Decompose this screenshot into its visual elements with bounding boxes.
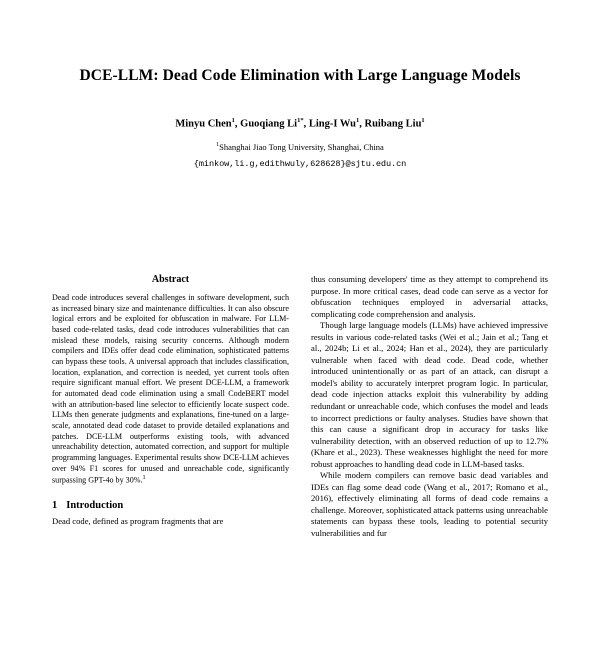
page-title: DCE-LLM: Dead Code Elimination with Large Language Models bbox=[79, 67, 521, 84]
author-ling-i-wu: Ling-I Wu bbox=[308, 118, 356, 130]
affiliation-sup: 1 bbox=[216, 141, 220, 148]
affiliation bbox=[40, 141, 560, 153]
author-list: Minyu Chen$^1$, Guoqiang $Li^{1*}$, Ling-I Wu$^1$, Ruibang Liu$^1$ bbox=[175, 117, 425, 130]
abstract-heading: Abstract bbox=[151, 274, 190, 285]
two-column-body bbox=[52, 274, 548, 540]
author-sup-2: 1* bbox=[297, 117, 304, 125]
right-column bbox=[311, 274, 548, 540]
introduction-first-line: Dead code, defined as program fragments that are bbox=[52, 515, 224, 526]
author-ruibang-liu: Ruibang Liu bbox=[364, 118, 422, 130]
right-paragraph-2: Though large language models (LLMs) have achieved impressive results in various code-related tasks (Wei et al.; Jain et al.; Tang et al., 2024b; Li et al., 2024; Han et al., 2024), they are particularly vulnerable when faced with dead code. Dead code, whether introduced unintentionally or as part of an attack, can disrupt a model's ability to accurately interpret program logic. In particular, dead code injection attacks exploit this vulnerability by adding redundant or unreachable code, which confuses the model and leads to incorrect predictions or faulty analyses. Studies have shown that this can cause a significant drop in accuracy for tasks like vulnerability detection, with an observed reduction of up to 12.7% (Khare et al., 2023). These weaknesses highlight the need for more robust approaches to handling dead code in LLM-based tasks. bbox=[311, 320, 548, 469]
right-paragraph-3: While modern compilers can remove basic dead variables and IDEs can flag some dead code (Wang et al., 2017; Romano et al., 2016), effectively eliminating all forms of dead code remains a challenge. Moreover, sophisticated attack patterns using unreachable statements can bypass these tools, leading to potential security vulnerabilities and fur bbox=[311, 470, 548, 539]
abstract-text bbox=[52, 293, 289, 487]
author-emails: {minkow,li.g,edithwuly,628628}@sjtu.edu.cn bbox=[193, 158, 407, 169]
right-paragraph-1: thus consuming developers' time as they attempt to comprehend its purpose. In more critical cases, dead code can serve as a vector for obfuscation techniques employed in adversarial attacks, complicating code comprehension and analysis. bbox=[311, 274, 548, 319]
author-guoqiang-li: Guoqiang Li bbox=[240, 118, 298, 130]
abstract-footnote-marker: 1 bbox=[142, 474, 146, 482]
left-column bbox=[52, 274, 289, 540]
introduction-heading bbox=[52, 500, 289, 511]
introduction-number: 1 bbox=[52, 499, 58, 511]
affiliation-text: Shanghai Jiao Tong University, Shanghai, China bbox=[219, 141, 384, 152]
author-minyu-chen: Minyu Chen bbox=[175, 118, 232, 130]
introduction-label: Introduction bbox=[66, 499, 124, 511]
author-sup-3: 1 bbox=[356, 117, 360, 125]
paper-page bbox=[0, 66, 600, 666]
abstract-body-span: Dead code introduces several challenges in software development, such as increased binary size and maintenance difficulties. It can also obscure logical errors and be exploited for obfuscation in malware. For LLM-based code-related tasks, dead code introduces vulnerabilities that can mislead these models, raising security concerns. Although modern compilers and IDEs offer dead code elimination, sophisticated patterns can bypass these tools. A universal approach that includes classification, location, explanation, and correction is needed, yet current tools often require significant manual effort. We present DCE-LLM, a framework for automated dead code elimination using a small CodeBERT model with an attribution-based line selector to efficiently locate suspect code. LLMs then generate judgments and explanations, fine-tuned on a large-scale, annotated dead code dataset to provide detailed explanations and patches. DCE-LLM outperforms existing tools, with advanced unreachability detection, automated correction, and support for multiple programming languages. Experimental results show DCE-LLM achieves over 94% F1 scores for unused and unreachable code, significantly surpassing GPT-4o by 30%. bbox=[52, 293, 289, 486]
author-sup-4: 1 bbox=[421, 117, 425, 125]
author-sup-1: 1 bbox=[231, 117, 235, 125]
